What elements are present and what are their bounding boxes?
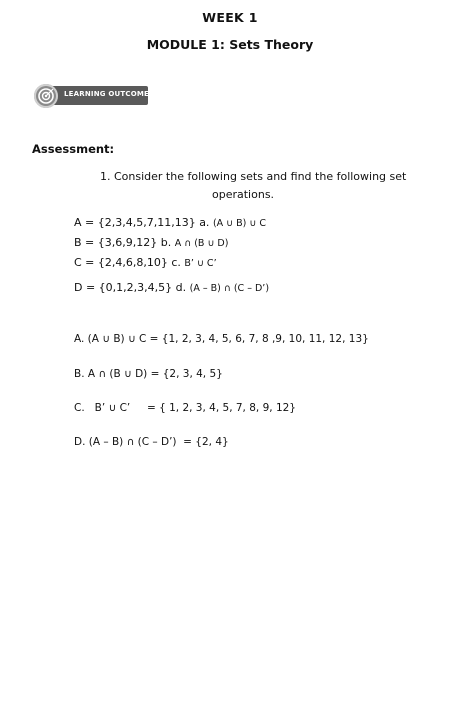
target-icon <box>34 84 58 108</box>
set-definition: D = {0,1,2,3,4,5} d. <box>74 281 187 294</box>
set-definition: B = {3,6,9,12} b. <box>74 236 172 249</box>
set-operation: B’ ∪ C’ <box>184 258 217 269</box>
set-d-line <box>74 281 269 294</box>
set-operation: (A ∪ B) ∪ C <box>212 218 266 229</box>
question-text-line2: operations. <box>212 188 275 201</box>
answer-d: D. (A – B) ∩ (C – D’) = {2, 4} <box>74 436 229 448</box>
set-a-line <box>74 216 266 229</box>
answer-c: C. B’ ∪ C’ = { 1, 2, 3, 4, 5, 7, 8, 9, 12} <box>74 402 296 414</box>
answer-a: A. (A ∪ B) ∪ C = {1, 2, 3, 4, 5, 6, 7, 8 ,9, 10, 11, 12, 13} <box>74 333 369 345</box>
question-text-line1: 1. Consider the following sets and find the following set <box>100 170 407 183</box>
set-definition: A = {2,3,4,5,7,11,13} a. <box>74 216 210 229</box>
answer-b: B. A ∩ (B ∪ D) = {2, 3, 4, 5} <box>74 368 223 380</box>
set-operation: (A – B) ∩ (C – D’) <box>189 283 270 294</box>
set-c-line <box>74 256 217 269</box>
set-operation: A ∩ (B ∪ D) <box>174 238 229 249</box>
module-title: MODULE 1: Sets Theory <box>146 37 314 52</box>
week-title: WEEK 1 <box>202 10 258 25</box>
badge-label: LEARNING OUTCOME <box>64 90 149 98</box>
assessment-heading: Assessment: <box>32 142 115 156</box>
learning-outcome-badge <box>34 84 148 108</box>
set-b-line <box>74 236 228 249</box>
set-definition: C = {2,4,6,8,10} c. <box>74 256 181 269</box>
